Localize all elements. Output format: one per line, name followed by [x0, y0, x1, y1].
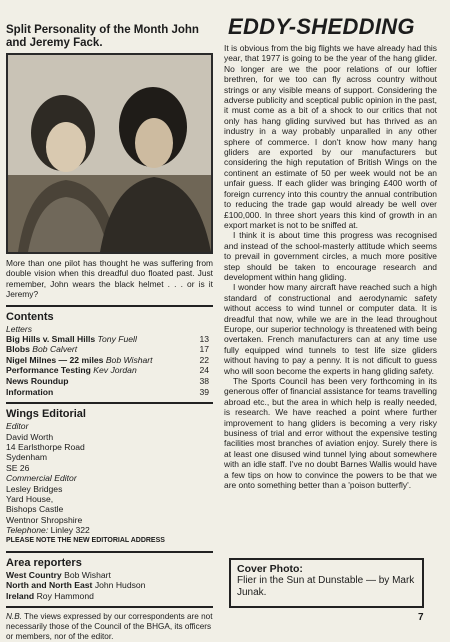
contents-item-title: Performance Testing — [6, 365, 91, 376]
disclaimer-note — [6, 612, 213, 642]
split-personality-title: Split Personality of the Month John and Jeremy Fack. — [6, 24, 199, 49]
contents-item-author: Bob Calvert — [32, 344, 78, 355]
contents-item-page: 24 — [199, 365, 209, 376]
commercial-line: Wentnor Shropshire — [6, 514, 83, 525]
address-notice: PLEASE NOTE THE NEW EDITORIAL ADDRESS — [6, 536, 165, 544]
contents-item-page: 17 — [199, 344, 209, 355]
editor-line: Sydenham — [6, 452, 48, 463]
reporter-row — [6, 570, 213, 581]
divider — [6, 402, 213, 404]
reporters-section — [6, 557, 213, 602]
contents-section — [6, 311, 213, 398]
contents-list — [6, 334, 213, 398]
reporter-name: Bob Wishart — [64, 569, 111, 580]
editorial-heading: Wings Editorial — [6, 408, 86, 421]
page-number: 7 — [418, 612, 424, 623]
telephone-line — [6, 525, 213, 535]
commercial-line: Yard House, — [6, 494, 54, 505]
divider — [6, 606, 213, 608]
contents-item — [6, 387, 213, 398]
contents-item-label — [6, 334, 137, 345]
note-label: N.B. — [6, 612, 22, 622]
contents-letters: Letters — [6, 323, 32, 334]
contents-heading: Contents — [6, 310, 54, 323]
contents-item-label — [6, 355, 153, 366]
reporters-heading: Area reporters — [6, 556, 82, 569]
telephone-number: Linley 322 — [50, 525, 90, 536]
editor-line: 14 Earlsthorpe Road — [6, 442, 85, 452]
article-paragraph: I think it is about time this progress was recognised and instead of the school-masterly attitude which seems to prevail in government circles, a much more positive step should be taken to encourage research and development within hang gliding. — [224, 230, 437, 282]
reporter-region: West Country — [6, 569, 62, 580]
article-paragraph: I wonder how many aircraft have reached such a high standard of constructional and aerodynamic safety without access to wind tunnel or computer data. It is dreadful that now, while we are in the lead throughout Europe, our superior technology is threatened with being overtaken. French manufacturers can at any time use fully equipped wind tunnels to test life size gliders without having to pay a penny. It is not dificult to guess who will soon become the experts in hang gliding safety. — [224, 282, 437, 376]
twins-photo — [6, 53, 213, 254]
cover-photo-box — [229, 558, 424, 608]
contents-item-author: Kev Jordan — [93, 365, 137, 376]
reporter-row — [6, 591, 213, 602]
article-title: EDDY-SHEDDING — [228, 14, 415, 39]
contents-item-label — [6, 365, 137, 376]
contents-item-page: 13 — [199, 333, 209, 344]
reporter-name: Roy Hammond — [36, 590, 94, 601]
article-paragraph: The Sports Council has been very forthcoming in its generous offer of financial assistance for teams travelling abroad etc., but the area in which help is really needed, is research. We have reached a point where further improvement to hang gliders is becoming a very risky business of trial and error without the expensive testing facilities most branches of aviation enjoy. Surely there is at least one disused wind tunnel lying about somewhere with an idle staff. I've no doubt Barnes Wallis would have a few tips on how to convince the powers to be that we are onto something better than a 'poison butterfly'. — [224, 376, 437, 491]
reporter-row — [6, 580, 213, 591]
contents-item-author: Tony Fuell — [97, 333, 137, 344]
reporter-region: Ireland — [6, 590, 35, 601]
contents-item-title: Big Hills v. Small Hills — [6, 333, 96, 344]
note-text: The views expressed by our correspondents are not necessarily those of the Council of the BHGA, its officers or members, nor of the editor. — [6, 612, 213, 642]
contents-item — [6, 344, 213, 355]
reporter-region: North and North East — [6, 580, 93, 591]
contents-item — [6, 365, 213, 376]
photo-caption: More than one pilot has thought he was suffering from double vision when this dreadful duo floated past. Just remember, John wears the black helmet . . . or is it Jeremy? — [6, 258, 213, 300]
telephone-label: Telephone: — [6, 525, 49, 536]
contents-item-label — [6, 376, 69, 387]
commercial-line: Bishops Castle — [6, 504, 64, 515]
contents-item-page: 38 — [199, 376, 209, 386]
editor-line: SE 26 — [6, 462, 30, 473]
contents-item-label — [6, 387, 53, 398]
divider — [6, 305, 213, 307]
contents-item-label — [6, 344, 77, 355]
contents-item-title: Blobs — [6, 344, 30, 355]
editor-label: Editor — [6, 421, 29, 432]
twins-photo-illustration — [8, 55, 211, 252]
article-body — [224, 43, 437, 490]
contents-item-page: 22 — [199, 354, 209, 365]
cover-photo-heading: Cover Photo: — [237, 563, 303, 575]
contents-item-page: 39 — [199, 386, 209, 397]
contents-item — [6, 355, 213, 366]
contents-item — [6, 334, 213, 345]
editor-line: David Worth — [6, 431, 54, 442]
commercial-editor-label: Commercial Editor — [6, 473, 77, 484]
article-paragraph: It is obvious from the big flights we have already had this year, that 1977 is going to be the year of the hang glider. No longer are we the poor relations of our loftier brethren, for we too can fly across country without strings or any visible means of support. Considering the adverse publicity and sceptical public opinion in the past, it must come as a bit of a shock to our critics that not only has hang gliding survived but has thrived as an industry in a way probably unparalled in any other sphere of commerce. I don't know how many hang gliders are exported by our manufacturers but considering the high reputation of British Wings on the continent an estimate of 50 per week would not be an unfair guess. If each glider was bringing £400 worth of foreign currency into this country the annual contribution to reducing the trade gap would already be well over £100,000. In three short years this kind of growth in an export market is not to be sniffed at. — [224, 43, 437, 230]
editorial-section — [6, 408, 213, 545]
divider — [6, 551, 213, 553]
contents-item — [6, 376, 213, 387]
contents-item-title: Information — [6, 386, 54, 397]
cover-photo-text: Flier in the Sun at Dunstable — by Mark Junak. — [237, 575, 415, 598]
reporter-name: John Hudson — [94, 580, 146, 591]
left-column — [6, 24, 213, 642]
article-column — [224, 14, 437, 490]
contents-item-title: News Roundup — [6, 376, 69, 386]
commercial-line: Lesley Bridges — [6, 483, 63, 494]
contents-item-title: Nigel Milnes — 22 miles — [6, 354, 104, 365]
contents-item-author: Bob Wishart — [105, 354, 153, 365]
